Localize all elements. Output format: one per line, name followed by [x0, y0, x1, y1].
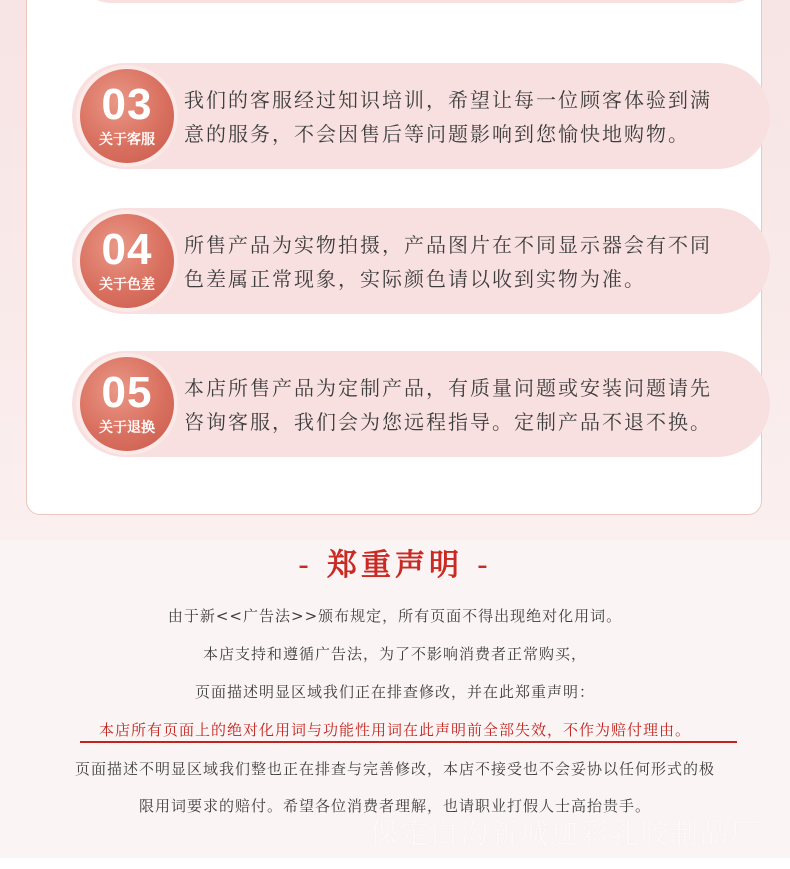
notice-line-2: 色差属正常现象，实际颜色请以收到实物为准。: [184, 267, 646, 291]
declaration-heading: [0, 540, 790, 584]
notice-text: [184, 83, 754, 151]
declaration-title: 郑重声明: [327, 548, 463, 583]
badge-tag: 关于客服: [99, 132, 155, 148]
notice-item-04: [72, 208, 770, 314]
heading-dash-right: -: [477, 548, 492, 583]
badge-number: 03: [101, 80, 153, 129]
heading-dash-left: -: [298, 548, 313, 583]
notice-item-02-partial: [72, 0, 770, 3]
number-badge: [80, 357, 174, 451]
notice-line-2: 意的服务，不会因售后等问题影响到您愉快地购物。: [184, 122, 690, 146]
notice-line-2: 咨询客服，我们会为您远程指导。定制产品不退不换。: [184, 410, 712, 434]
badge-number: 05: [101, 368, 153, 417]
declaration-line: 由于新<<广告法>>颁布规定，所有页面不得出现绝对化用词。: [167, 607, 623, 625]
notice-item-03: [72, 63, 770, 169]
badge-tag: 关于退换: [99, 420, 155, 436]
badge-tag: 关于色差: [99, 277, 155, 293]
footer-strip: [0, 858, 790, 869]
notice-line-1: 我们的客服经过知识培训，希望让每一位顾客体验到满: [184, 88, 712, 112]
number-badge: [80, 214, 174, 308]
declaration-line-highlight: 本店所有页面上的绝对化用词与功能性用词在此声明前全部失效，不作为赔付理由。: [98, 721, 691, 739]
watermark: 保定白沟新城迦彩乳胶制品厂: [370, 817, 761, 850]
declaration-line: 页面描述不明显区域我们整也正在排查与完善修改，本店不接受也不会妥协以任何形式的极: [74, 760, 715, 778]
number-badge: [80, 69, 174, 163]
highlight-underline: [80, 741, 737, 743]
declaration-line: 限用词要求的赔付。希望各位消费者理解，也请职业打假人士高抬贵手。: [138, 797, 651, 815]
declaration-line: 页面描述明显区域我们正在排查修改，并在此郑重声明：: [194, 683, 595, 701]
declaration-line: 本店支持和遵循广告法，为了不影响消费者正常购买，: [202, 645, 587, 663]
notice-card: [26, 0, 762, 515]
notice-text: [184, 371, 754, 439]
notice-line-1: 本店所售产品为定制产品，有质量问题或安装问题请先: [184, 376, 712, 400]
notice-text: [184, 228, 754, 296]
badge-number: 04: [101, 225, 153, 274]
notice-item-05: [72, 351, 770, 457]
notice-line-1: 所售产品为实物拍摄，产品图片在不同显示器会有不同: [184, 233, 712, 257]
